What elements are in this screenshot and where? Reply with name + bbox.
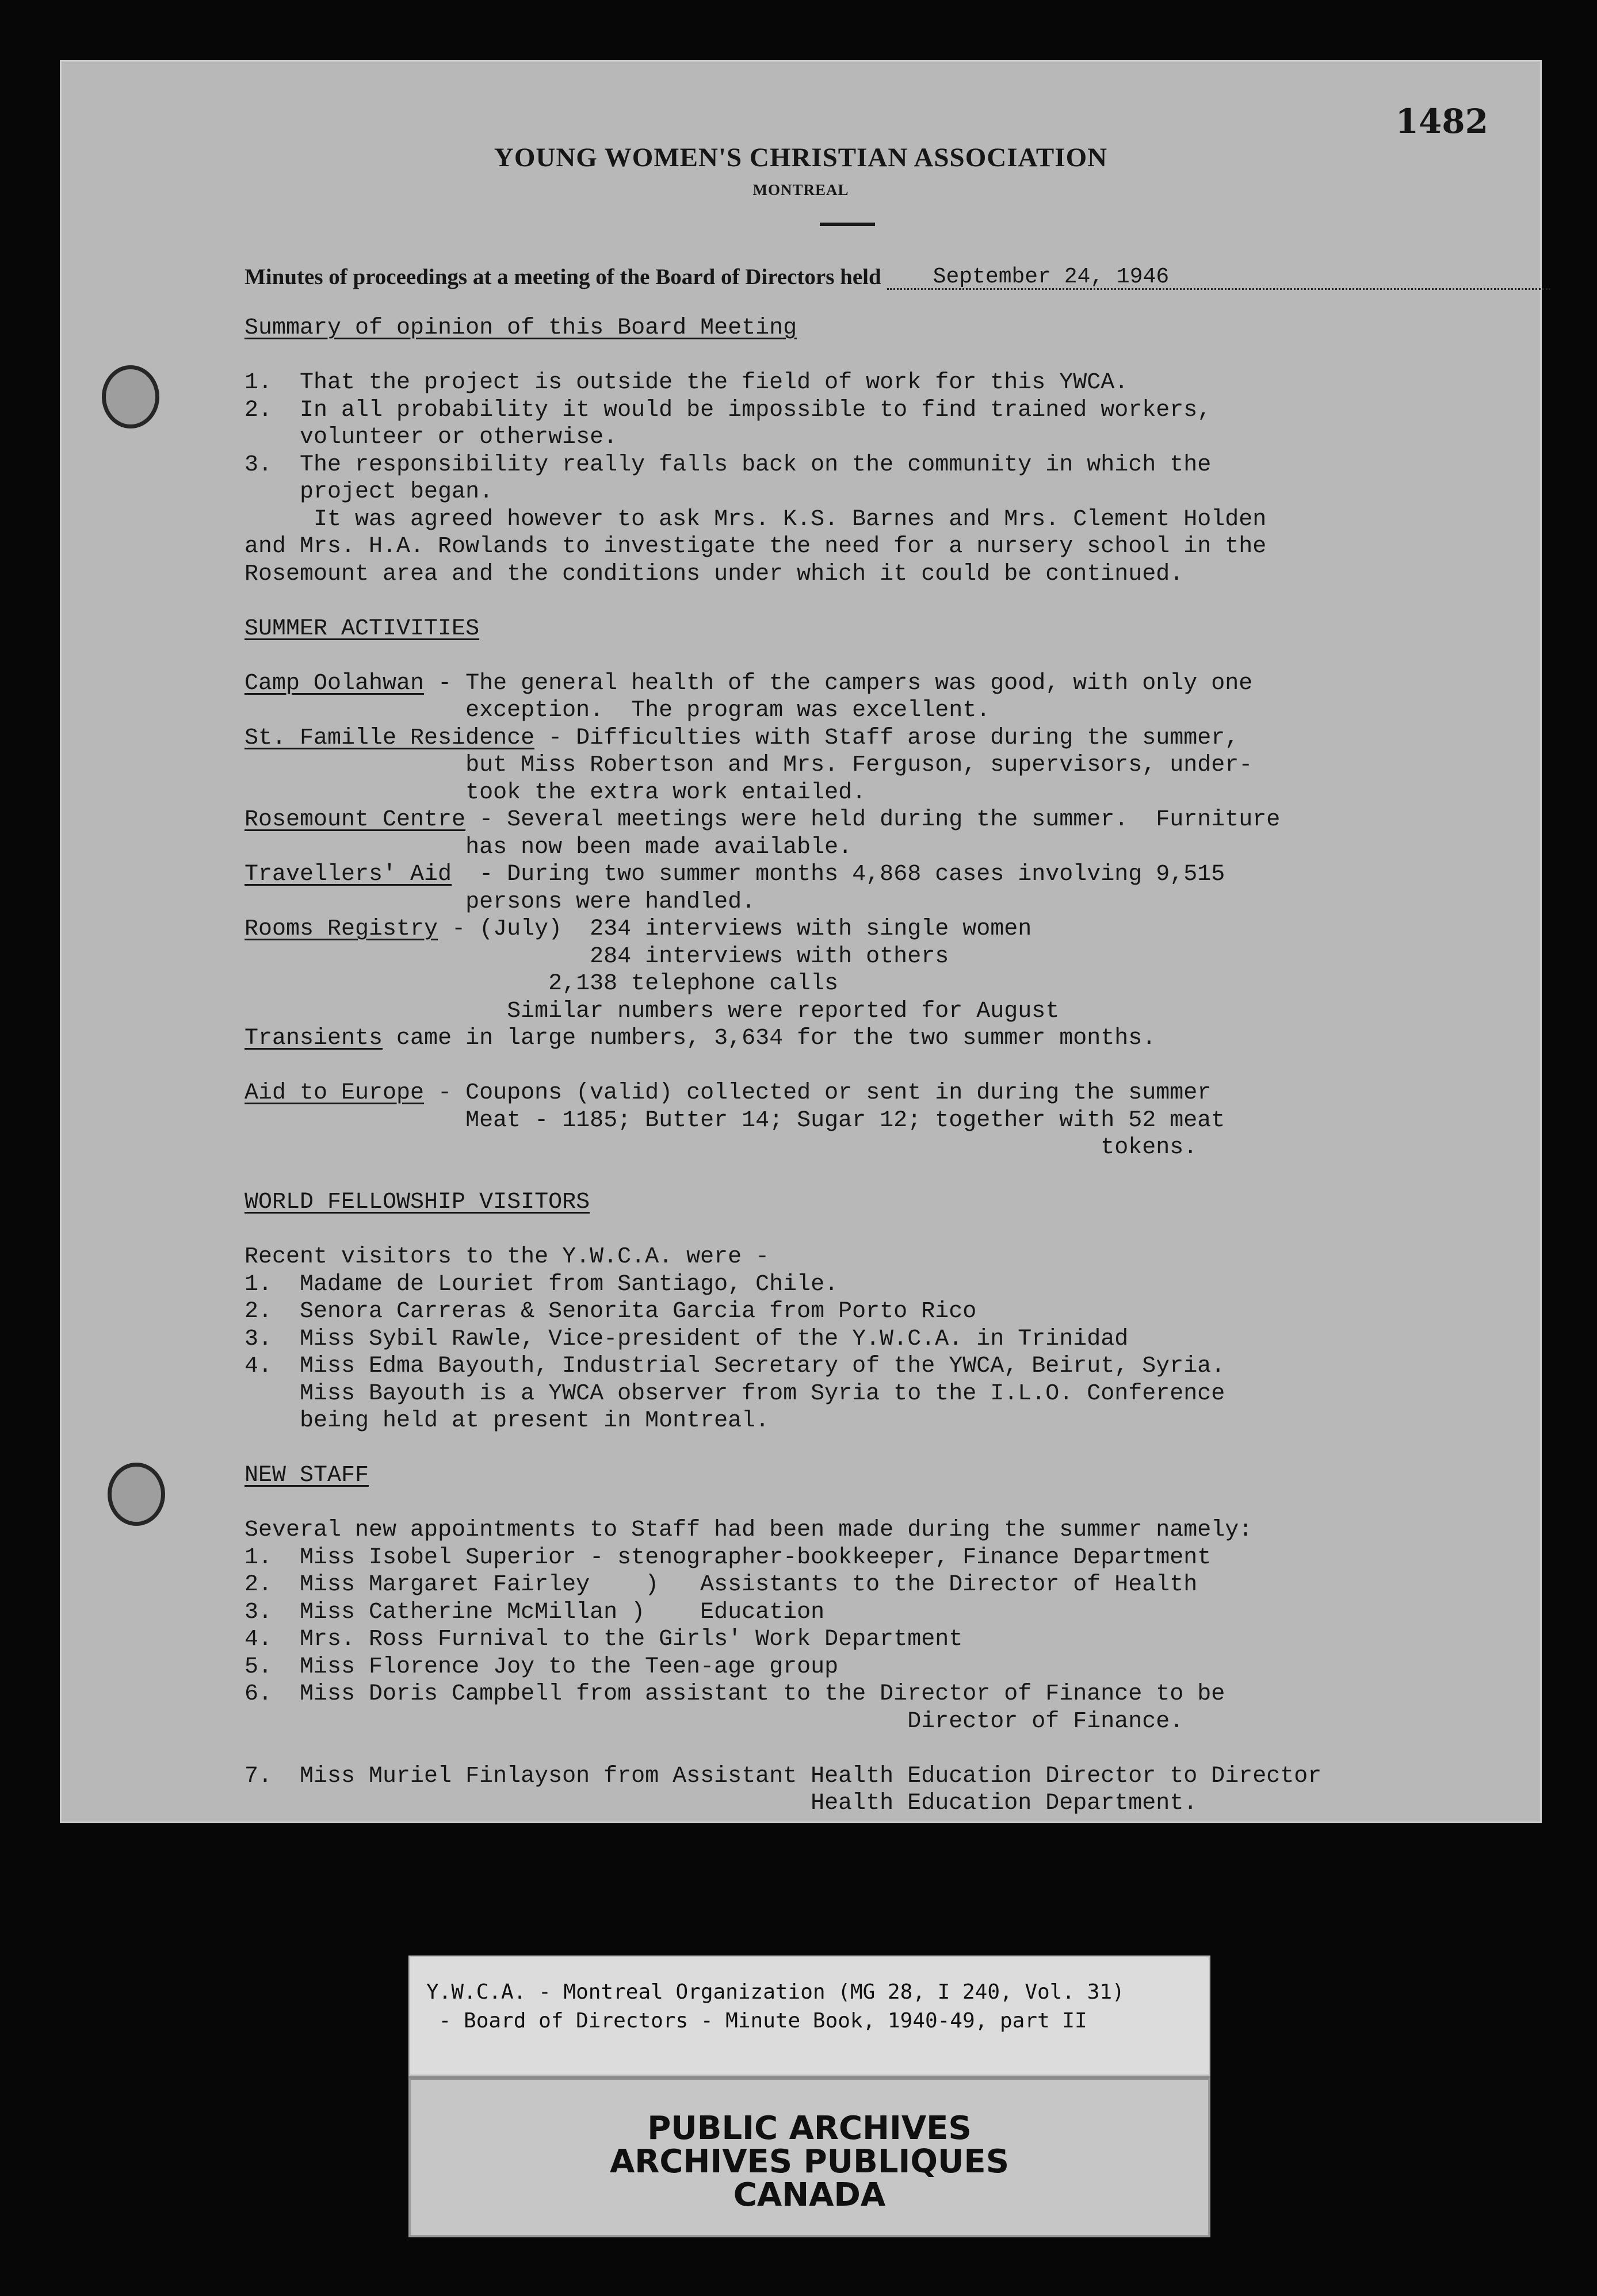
typed-line: 2,138 telephone calls (244, 971, 839, 997)
typed-line: 4. Mrs. Ross Furnival to the Girls' Work Department (244, 1627, 963, 1652)
minutes-label: Minutes of proceedings at a meeting of the Board of Directors held (244, 265, 881, 289)
typed-line (244, 642, 1522, 670)
typed-line (244, 1735, 1522, 1763)
underlined-heading: WORLD FELLOWSHIP VISITORS (244, 1189, 590, 1215)
typed-line (244, 916, 1522, 943)
archives-stamp (408, 2076, 1210, 2237)
typed-line: 3. The responsibility really falls back on the community in which the (244, 451, 1212, 478)
typed-line: 7. Miss Muriel Finlayson from Assistant Health Education Director to Director (244, 1763, 1322, 1789)
typed-line (244, 315, 1522, 342)
typed-line (244, 1462, 1522, 1490)
typed-line: 2. In all probability it would be impossible to find trained workers, (244, 397, 1212, 423)
underlined-heading: Aid to Europe (244, 1080, 425, 1106)
typed-line: and Mrs. H.A. Rowlands to investigate the need for a nursery school in the (244, 534, 1267, 560)
typed-line: 3. Miss Catherine McMillan ) Education (244, 1599, 825, 1625)
typed-line: It was agreed however to ask Mrs. K.S. Barnes and Mrs. Clement Holden (244, 506, 1267, 533)
typed-line: Similar numbers were reported for August (244, 998, 1060, 1024)
typed-line (244, 1189, 1522, 1216)
typed-line: 284 interviews with others (244, 943, 949, 970)
typed-line (244, 806, 1522, 834)
typed-line (244, 1053, 1522, 1080)
underlined-heading: Transients (244, 1025, 383, 1051)
typed-line: has now been made available. (244, 834, 853, 860)
stamp-line3: CANADA (733, 2176, 886, 2214)
stamp-line2: ARCHIVES PUBLIQUES (609, 2143, 1010, 2180)
stamp-line1: PUBLIC ARCHIVES (647, 2110, 972, 2147)
typed-line: 4. Miss Edma Bayouth, Industrial Secretary of the YWCA, Beirut, Syria. (244, 1353, 1225, 1379)
typed-line: Recent visitors to the Y.W.C.A. were - (244, 1244, 770, 1270)
underlined-heading: St. Famille Residence (244, 725, 535, 751)
header-rule (820, 223, 875, 226)
line-text: came in large numbers, 3,634 for the two summer months. (383, 1025, 1156, 1051)
organization-city: MONTREAL (752, 181, 849, 198)
archive-label-line2: - Board of Directors - Minute Book, 1940-49, part II (426, 2009, 1087, 2033)
typed-line (244, 615, 1522, 643)
typed-line: Director of Finance. (244, 1708, 1184, 1735)
minutes-page (60, 60, 1542, 1823)
underlined-heading: Travellers' Aid (244, 862, 452, 887)
typed-line (244, 670, 1522, 698)
typed-line: Rosemount area and the conditions under which it could be continued. (244, 561, 1184, 587)
typed-line: 1. Miss Isobel Superior - stenographer-bookkeeper, Finance Department (244, 1544, 1212, 1571)
typed-line: Miss Bayouth is a YWCA observer from Syria to the I.L.O. Conference (244, 1380, 1225, 1407)
typed-line: volunteer or otherwise. (244, 424, 618, 450)
page-number: 1482 (1395, 102, 1488, 141)
line-text: - Difficulties with Staff arose during the summer, (534, 725, 1239, 751)
binder-hole-bottom (108, 1463, 165, 1526)
underlined-heading: Rooms Registry (244, 916, 438, 942)
typed-line (244, 725, 1522, 752)
minutes-heading (244, 264, 1550, 290)
typed-line: 2. Senora Carreras & Senorita Garcia from Porto Rico (244, 1299, 977, 1325)
typed-line: 6. Miss Doris Campbell from assistant to the Director of Finance to be (244, 1681, 1225, 1707)
underlined-heading: Summary of opinion of this Board Meeting (244, 315, 797, 341)
typed-line (244, 342, 1522, 370)
line-text: - The general health of the campers was good, with only one (424, 670, 1253, 697)
typed-line: 1. Madame de Louriet from Santiago, Chile. (244, 1271, 839, 1298)
typed-minutes-body (244, 315, 1522, 1817)
underlined-heading: Camp Oolahwan (244, 670, 425, 697)
typed-line: tokens. (244, 1135, 1198, 1161)
archive-reference-label (408, 1956, 1210, 2076)
typed-line: 1. That the project is outside the field of work for this YWCA. (244, 370, 1129, 396)
typed-line: persons were handled. (244, 889, 756, 915)
organization-name: YOUNG WOMEN'S CHRISTIAN ASSOCIATION (494, 143, 1108, 173)
typed-line: Health Education Department. (244, 1790, 1198, 1816)
typed-line: 2. Miss Margaret Fairley ) Assistants to the Director of Health (244, 1572, 1198, 1598)
typed-line: exception. The program was excellent. (244, 698, 991, 724)
typed-line (244, 1080, 1522, 1107)
typed-line (244, 861, 1522, 889)
typed-line: took the extra work entailed. (244, 779, 866, 806)
typed-line (244, 1025, 1522, 1053)
typed-line: 3. Miss Sybil Rawle, Vice-president of the Y.W.C.A. in Trinidad (244, 1326, 1129, 1352)
underlined-heading: NEW STAFF (244, 1463, 369, 1488)
typed-line: 5. Miss Florence Joy to the Teen-age group (244, 1654, 839, 1680)
typed-line (244, 1216, 1522, 1244)
typed-line: Several new appointments to Staff had been made during the summer namely: (244, 1517, 1253, 1543)
typed-line: Meat - 1185; Butter 14; Sugar 12; together with 52 meat (244, 1107, 1225, 1134)
underlined-heading: SUMMER ACTIVITIES (244, 615, 480, 642)
meeting-date: September 24, 1946 (887, 266, 1550, 290)
line-text: - During two summer months 4,868 cases involving 9,515 (452, 862, 1225, 887)
typed-line (244, 1435, 1522, 1463)
typed-line: being held at present in Montreal. (244, 1408, 770, 1434)
typed-line (244, 1490, 1522, 1517)
binder-hole-top (102, 365, 159, 428)
typed-line (244, 588, 1522, 615)
line-text: - (July) 234 interviews with single women (438, 916, 1032, 942)
line-text: - Several meetings were held during the summer. Furniture (465, 807, 1281, 833)
archive-label-line1: Y.W.C.A. - Montreal Organization (MG 28, I 240, Vol. 31) (426, 1980, 1125, 2004)
typed-line (244, 1162, 1522, 1189)
underlined-heading: Rosemount Centre (244, 807, 466, 833)
line-text: - Coupons (valid) collected or sent in during the summer (424, 1080, 1212, 1106)
typed-line: project began. (244, 479, 494, 505)
typed-line: but Miss Robertson and Mrs. Ferguson, supervisors, under- (244, 752, 1253, 778)
